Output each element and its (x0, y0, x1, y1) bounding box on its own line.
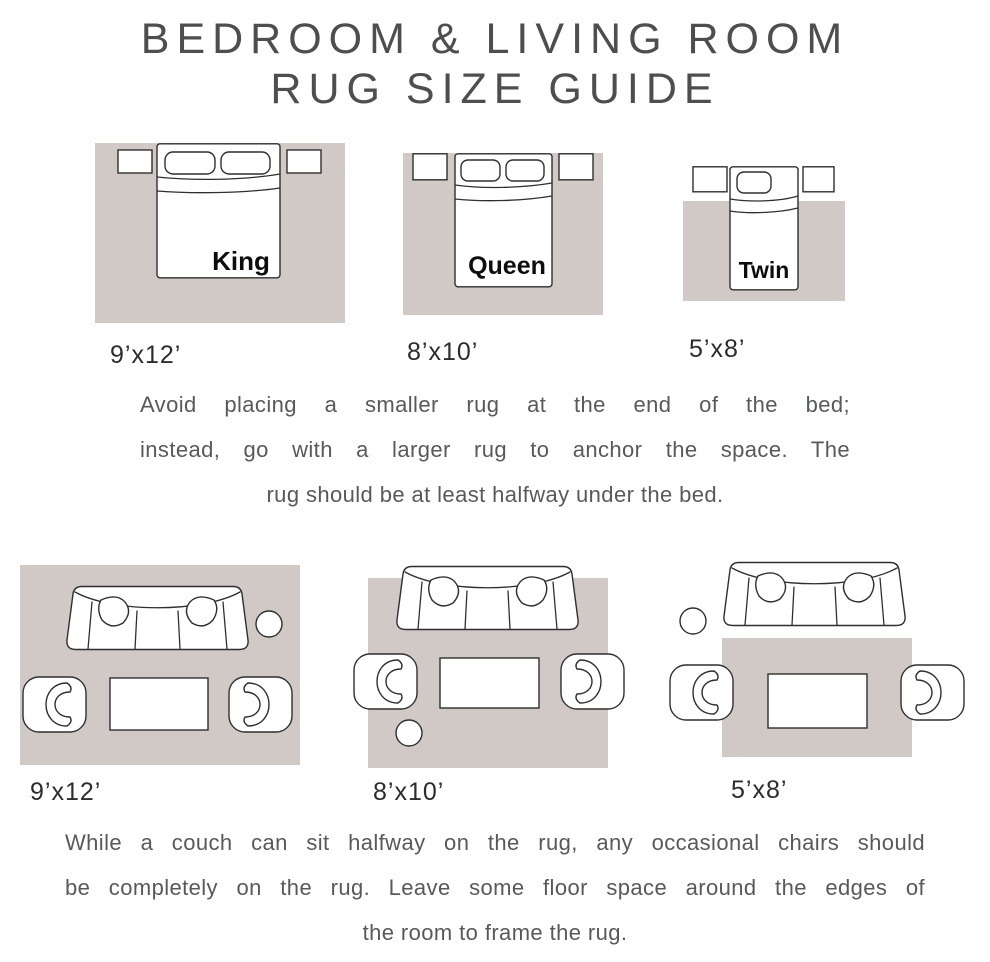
page-title-line-2: RUG SIZE GUIDE (270, 65, 720, 113)
living-room-diagram-8x10 (353, 565, 625, 768)
pillow-right (221, 152, 270, 174)
bedroom-diagram-twin (683, 166, 845, 301)
page-title-line-1: BEDROOM & LIVING ROOM (140, 15, 850, 63)
coffee-table (768, 674, 867, 728)
side-table (396, 720, 422, 746)
rug-size-label-living-9x12: 9’x12’ (30, 778, 102, 806)
armchair-left (670, 665, 733, 720)
twin-bed-label: Twin (738, 257, 790, 283)
sofa (724, 563, 905, 626)
nightstand-left (118, 150, 152, 173)
rug-size-label-bedroom-5x8: 5’x8’ (689, 335, 746, 363)
rug-size-label-living-5x8: 5’x8’ (731, 776, 788, 804)
nightstand-right (559, 154, 593, 180)
pillow-left (461, 160, 500, 181)
throw-pillow-left (756, 573, 786, 602)
armchair-left (23, 677, 86, 732)
living-room-tip-line-3: the room to frame the rug. (362, 920, 628, 945)
bedroom-tip-line-1: Avoid placing a smaller rug at the end of the bed; (140, 392, 850, 417)
bedroom-diagram-queen (403, 153, 603, 315)
side-table (256, 611, 282, 637)
living-room-diagram-5x8 (669, 560, 965, 757)
living-room-diagram-9x12 (20, 565, 300, 765)
armchair-left (354, 654, 417, 709)
armchair-right (901, 665, 964, 720)
pillow-left (165, 152, 215, 174)
living-room-tip-line-1: While a couch can sit halfway on the rug, any occasional chairs should (65, 830, 925, 855)
bedroom-tip (140, 393, 850, 528)
side-table (680, 608, 706, 634)
sofa (397, 567, 578, 630)
coffee-table (440, 658, 539, 708)
pillow-right (506, 160, 544, 181)
nightstand-left (693, 167, 727, 192)
nightstand-left (413, 154, 447, 180)
bedroom-diagram-king (95, 143, 345, 323)
armchair-right (229, 677, 292, 732)
nightstand-right (287, 150, 321, 173)
living-room-tip (65, 831, 925, 962)
rug-size-label-living-8x10: 8’x10’ (373, 778, 445, 806)
throw-pillow-left (429, 577, 459, 606)
living-room-tip-line-2: be completely on the rug. Leave some floor space around the edges of (65, 875, 925, 900)
throw-pillow-right (516, 577, 546, 606)
rug-size-label-bedroom-8x10: 8’x10’ (407, 338, 479, 366)
throw-pillow-left (99, 597, 129, 626)
bedroom-tip-line-3: rug should be at least halfway under the bed. (266, 482, 724, 507)
coffee-table (110, 678, 208, 730)
nightstand-right (803, 167, 834, 192)
page-title (0, 14, 990, 114)
pillow (737, 172, 771, 193)
rug-size-label-bedroom-9x12: 9’x12’ (110, 341, 182, 369)
throw-pillow-right (186, 597, 216, 626)
throw-pillow-right (843, 573, 873, 602)
sofa (67, 587, 248, 650)
queen-bed-label: Queen (468, 252, 546, 280)
armchair-right (561, 654, 624, 709)
bedroom-tip-line-2: instead, go with a larger rug to anchor the space. The (140, 437, 850, 462)
king-bed-label: King (212, 246, 270, 276)
